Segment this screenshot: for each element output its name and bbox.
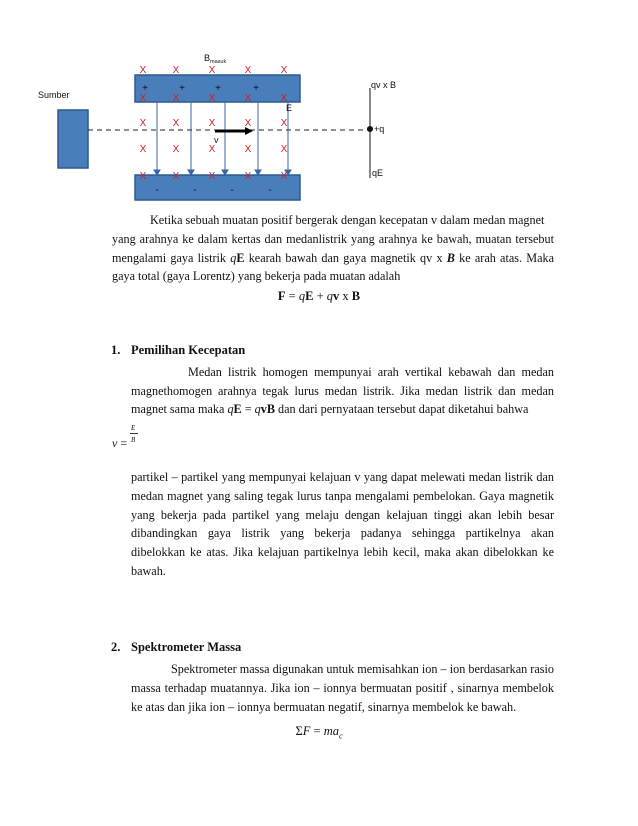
svg-text:X: X — [208, 171, 216, 182]
s1-para-line: yang bekerja pada partikel yang melaju dengan kelajuan tinggi akan lebih besar — [131, 508, 554, 522]
intro-line-1: Ketika sebuah muatan positif bergerak dengan kecepatan v dalam medan magnet — [150, 213, 545, 227]
bottom-plate — [135, 175, 300, 200]
intro-line-3: mengalami gaya listrik qE kearah bawah dan gaya magnetik qv x B ke arah atas. Maka — [112, 251, 554, 265]
section-2-number: 2. — [111, 640, 121, 654]
electric-force-label: qE — [372, 168, 384, 178]
s1-line-2: magnethomogen arahnya tegak lurus medan listrik. Jika medan listrik dan medan — [131, 384, 554, 398]
b-field-label: $B_{masuk}$ — [204, 53, 227, 65]
svg-text:X: X — [208, 65, 216, 76]
charge-dot — [367, 126, 373, 132]
s2-para-line: massa terhadap muatannya. Jika ion – ionnya bermuatan positif , sinarnya membelok — [131, 681, 554, 695]
fraction-denominator: B — [131, 436, 136, 444]
velocity-selector-diagram — [0, 0, 638, 205]
s1-para-line: dibandingkan gaya listrik yang bekerja padanya sehingga partikelnya akan — [131, 526, 554, 540]
svg-text:-: - — [230, 185, 234, 196]
svg-text:-: - — [268, 185, 272, 196]
charge-label: +q — [374, 124, 385, 134]
svg-text:X: X — [280, 65, 288, 76]
s2-para-line: ke atas dan jika ion – ionnya bermuatan negatif, sinarnya membelok ke bawah. — [131, 700, 517, 714]
fraction-bar — [130, 433, 138, 434]
svg-text:X: X — [172, 171, 180, 182]
electric-field-lines — [154, 102, 291, 175]
svg-text:X: X — [280, 93, 288, 104]
velocity-label: v — [214, 135, 219, 145]
svg-text:X: X — [208, 93, 216, 104]
magnetic-force-label: qv x B — [371, 80, 397, 90]
source-label: Sumber — [38, 90, 70, 100]
intro-line-2: yang arahnya ke dalam kertas dan medanlistrik yang arahnya ke bawah, muatan tersebut — [112, 232, 554, 246]
svg-text:-: - — [193, 185, 197, 196]
newton-formula: $\Sigma F = ma_c$ — [295, 724, 343, 741]
svg-text:+: + — [215, 83, 221, 94]
s1-para-line: medan magnet yang saling tegak lurus tanpa mengalami pembelokan. Gaya magnetik — [131, 489, 554, 503]
svg-text:X: X — [139, 65, 147, 76]
svg-text:X: X — [139, 171, 147, 182]
svg-text:X: X — [172, 65, 180, 76]
svg-text:+: + — [142, 83, 148, 94]
s1-para-line: bawah. — [131, 564, 166, 578]
svg-text:X: X — [280, 118, 288, 129]
svg-text:X: X — [244, 144, 252, 155]
svg-text:X: X — [208, 144, 216, 155]
svg-text:X: X — [244, 65, 252, 76]
s2-para-line: Spektrometer massa digunakan untuk memisahkan ion – ion berdasarkan rasio — [171, 662, 554, 676]
svg-text:X: X — [280, 171, 288, 182]
svg-text:X: X — [208, 118, 216, 129]
svg-text:X: X — [244, 93, 252, 104]
svg-text:X: X — [139, 118, 147, 129]
s1-line-1: Medan listrik homogen mempunyai arah vertikal kebawah dan medan — [188, 365, 554, 379]
svg-text:X: X — [280, 144, 288, 155]
e-field-label: E — [286, 103, 293, 113]
section-1-title: Pemilihan Kecepatan — [131, 343, 246, 357]
s1-line-3: magnet sama maka qE = qvB dan dari pernyataan tersebut dapat diketahui bahwa — [131, 402, 529, 416]
s1-para-line: dibelokkan ke atas. Jika kelajuan partikelnya lebih kecil, maka akan dibelokkan ke — [131, 545, 554, 559]
svg-text:X: X — [244, 171, 252, 182]
svg-text:X: X — [244, 118, 252, 129]
svg-text:X: X — [172, 144, 180, 155]
fraction-numerator: E — [131, 424, 136, 432]
lorentz-force-formula: F = qE + qv x B — [277, 289, 361, 303]
s1-para-line: partikel – partikel yang mempunyai kelajuan v yang dapat melewati medan listrik dan — [131, 470, 554, 484]
svg-text:+: + — [253, 83, 259, 94]
svg-text:X: X — [172, 118, 180, 129]
svg-text:X: X — [139, 93, 147, 104]
svg-text:-: - — [155, 185, 159, 196]
source-box — [58, 110, 88, 168]
section-2-title: Spektrometer Massa — [131, 640, 242, 654]
section-1-number: 1. — [111, 343, 121, 357]
svg-text:X: X — [139, 144, 147, 155]
intro-line-4: gaya total (gaya Lorentz) yang bekerja pada muatan adalah — [112, 269, 401, 283]
svg-text:X: X — [172, 93, 180, 104]
svg-text:+: + — [179, 83, 185, 94]
